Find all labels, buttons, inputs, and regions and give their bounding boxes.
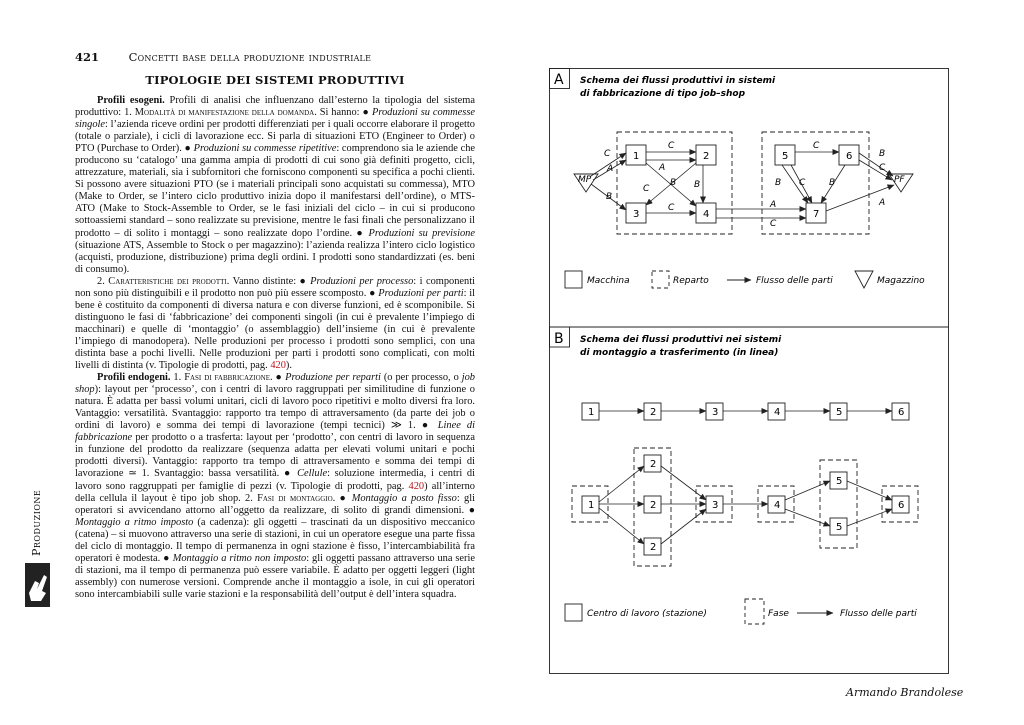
station-label: 2 (650, 542, 657, 553)
text: (situazione ATS, Assemble to Stock o per magazzino): l’azienda realizza l’intero ciclo logistico (acquisti, produzione, distribuzione) prima degli ordini. I prodotti sono standardizzati (es. beni di consumo). (75, 239, 475, 275)
text: per prodotto o a trasferta: layout per ‘prodotto’, con centri di lavoro in sequenza in funzione del prodotto da realizzare (sequenza adatta per elevati volumi unitari e pochi prodotti diversi). Vantaggio: rapporto tra tempo di attraversamento e somma dei tempi di lavorazione ≃ 1. Svantaggio: bassa versatilità. ● (75, 432, 475, 480)
panel-a-title-1: Schema dei flussi produttivi in sistemi (580, 76, 776, 86)
parallel-flow (847, 509, 892, 526)
flow-label: A (659, 163, 666, 173)
parallel-flow (785, 509, 830, 526)
parallel-flow (661, 466, 706, 500)
legend-department-label: Reparto (673, 276, 709, 286)
lead-exogenous: Profili esogeni. (97, 95, 165, 106)
text: ) all’interno della cellula il layout è tipo job shop. 2. (75, 480, 475, 504)
flow-label: B (606, 192, 613, 202)
legend-machine-label: Macchina (587, 276, 630, 286)
flow-label: C (668, 203, 675, 213)
line-station-label: 2 (650, 407, 657, 418)
station-label: 5 (836, 522, 843, 533)
thumb-tab-icon (25, 563, 50, 607)
station-label: 2 (650, 500, 657, 511)
text: . ● (332, 492, 352, 504)
text: Caratteristiche dei prodotti (108, 275, 227, 287)
text: : l’azienda riceve ordini per prodotti differenziati per i quali occorre elaborare il progetto (totale o parziale), i cicli di lavorazione ecc. Si parla di situazioni ETO (Engineer to Order) o PTO (Purchase to Order). ● (75, 119, 475, 155)
flow-label: C (604, 149, 611, 159)
term: Montaggio a ritmo imposto (75, 516, 194, 528)
paragraph-products (75, 276, 475, 372)
panel-b-label: B (554, 331, 564, 347)
text: : comprendono sia le aziende che producono su ‘catalogo’ una gamma ampia di prodotti di cui sono già definiti progetto, cicli, attrezzature, materiali, sia i subfornitori che forniscono componenti su specifica a pochi clienti. Si possono avere situazioni PTO (se i materiali principali sono acquistati su commessa), MTO (Make to Order, se l’intero ciclo produttivo inizia dopo il manifestarsi dell’ordine), o MTS-ATO (Make to Stock-Assemble to Order, se le fasi iniziali del ciclo – in cui si producono sottoassiemi standard – sono realizzate su previsione, mentre le fasi finali che personalizzano il prodotto – di solito i montaggi – sono realizzate dopo l’ordine. ● (75, 143, 476, 239)
legend-warehouse-label: Magazzino (877, 276, 925, 286)
line-station-label: 4 (774, 407, 781, 418)
section-title: TIPOLOGIE DEI SISTEMI PRODUTTIVI (145, 73, 405, 87)
flow-label: C (813, 141, 820, 151)
text: ): layout per ‘processo’, con i centri di lavoro raggruppati per similitudine di funzione o natura. È adatta per bassi volumi unitari, cicli di lavoro poco ripetitivi e molto diversi fra loro. Vantaggio: versatilità. Svantaggio: rapporto tra tempo di attraversamento (da parte dei job o ordini di lavoro) e somma dei tempi di lavorazione (tempi tecnici) ≫ 1. ● (75, 384, 475, 432)
text: (o per processo, o (380, 372, 462, 384)
line-station-label: 6 (898, 407, 905, 418)
text: Fasi di fabbricazione (184, 372, 271, 384)
term: job shop (75, 372, 475, 396)
page-number: 421 (75, 50, 100, 64)
machine-3-label: 3 (633, 209, 640, 220)
flow-label: B (694, 180, 701, 190)
term: Linee di fabbricazione (75, 420, 475, 444)
term: Produzioni per parti (378, 287, 464, 299)
machine-4-label: 4 (703, 209, 710, 220)
term: Montaggio a posto fisso (351, 492, 457, 504)
text: : gli operatori si avvicendano attorno all’oggetto da realizzare, di solito di grandi dimensioni. ● (75, 492, 475, 516)
legend-flow-b-label: Flusso delle parti (840, 609, 917, 619)
machine-5-label: 5 (782, 151, 789, 162)
machine-6-label: 6 (846, 151, 853, 162)
flow-label: C (770, 219, 777, 229)
station-label: 3 (712, 500, 719, 511)
figure (549, 68, 949, 674)
lead-endogenous: Profili endogeni. (97, 372, 171, 384)
flow-label: A (879, 198, 886, 208)
panel-a-label: A (554, 72, 564, 88)
legend-phase-swatch (745, 599, 764, 624)
flow-label: C (643, 184, 650, 194)
footer-author: Armando Brandolese (846, 686, 964, 699)
text: : i componenti non sono più distinguibili e il prodotto non può più essere scomposto. ● (75, 275, 476, 299)
parallel-flow (785, 481, 830, 500)
text: 1. (170, 372, 185, 384)
paragraph-exogenous (75, 95, 475, 276)
text: : il bene è costituito da componenti di diversa natura e con diverse funzioni, ed è scomponibile. Si distinguono le fasi di ‘fabbricazione’ dei componenti singoli (in cui è prevalente l’impiego di macchinari) e quelle di ‘montaggio’ (o assemblaggio) dell’insieme (in cui è prevalente l’impiego di manodopera). Nelle produzioni per processo i prodotti sono semplici, con una distinta base a pochi livelli. Nelle produzioni per parti i prodotti sono complicati, con molti livelli di distinta (v. Tipologie di prodotti, pag. (75, 287, 475, 372)
station-label: 4 (774, 500, 781, 511)
source-label: MP (578, 175, 592, 185)
term: Cellule (297, 468, 328, 480)
legend-flow-label: Flusso delle parti (756, 276, 833, 286)
legend-warehouse-swatch (855, 271, 873, 288)
text: 2. (97, 275, 109, 287)
legend-station-swatch (565, 604, 582, 621)
parallel-flow (599, 466, 644, 502)
flow-label: B (670, 178, 677, 188)
page-link[interactable]: 420 (408, 480, 425, 492)
term: Produzioni su commesse ripetitive (193, 143, 337, 155)
flow-label: B (829, 178, 836, 188)
term: Produzioni per processo (310, 275, 414, 287)
body-text (75, 95, 475, 601)
page-header (75, 50, 371, 64)
flow-label: B (879, 149, 886, 159)
text: : soluzione intermedia, i centri di lavoro sono raggruppati per famiglie di pezzi (v. Tipologie di prodotti, pag. (75, 468, 475, 492)
text: Fasi di montaggio (257, 492, 333, 504)
hand-icon (25, 563, 50, 607)
station-label: 5 (836, 476, 843, 487)
flow-label: A (607, 164, 614, 174)
term: Produzione per reparti (285, 372, 381, 384)
paragraph-endogenous (75, 372, 475, 601)
parallel-flow (661, 509, 706, 544)
sink-label: PF (894, 175, 905, 185)
station-label: 1 (588, 500, 595, 511)
panel-b-title-1: Schema dei flussi produttivi nei sistemi (580, 335, 782, 345)
flow-label: C (799, 178, 806, 188)
page-link[interactable]: 420 (270, 360, 286, 372)
parallel-flow (599, 508, 644, 544)
running-title: Concetti base della produzione industriale (128, 50, 372, 64)
text: . ● (270, 372, 286, 384)
text: . Si hanno: ● (314, 107, 372, 119)
text: (a cadenza): gli oggetti – trascinati da un dispositivo meccanico (catena) – si muovono attraverso una serie di stazioni, in cui un operatore esegue una parte fissa del ciclo di montaggio. Il tempo di permanenza in ogni stazione è fisso, l’intercambiabilità fra operatori è modesta. ● (75, 516, 475, 564)
machine-2-label: 2 (703, 151, 710, 162)
flow-6-pfb (859, 160, 892, 180)
term: Montaggio a ritmo non imposto (172, 552, 307, 564)
machine-1-label: 1 (633, 151, 640, 162)
figure-border (550, 69, 949, 674)
panel-b-title-2: di montaggio a trasferimento (in linea) (580, 348, 779, 358)
text: Profili di analisi che influenzano dall’esterno la tipologia del sistema produttivo: 1. M (75, 95, 475, 119)
legend-machine-swatch (565, 271, 582, 288)
line-station-label: 1 (588, 407, 595, 418)
line-station-label: 3 (712, 407, 719, 418)
flow-label: C (668, 141, 675, 151)
legend-phase-label: Fase (768, 609, 789, 619)
machine-7-label: 7 (813, 209, 820, 220)
panel-a-title-2: di fabbricazione di tipo job–shop (580, 89, 746, 99)
line-station-label: 5 (836, 407, 843, 418)
term: Produzioni su commesse singole (75, 107, 475, 131)
flow-6-pf (859, 153, 893, 176)
station-label: 6 (898, 500, 905, 511)
parallel-flow (847, 481, 892, 500)
text: . Vanno distinte: ● (226, 275, 311, 287)
flow-label: A (770, 200, 777, 210)
side-label: Produzione (30, 489, 43, 556)
text: odalità di manifestazione della domanda (144, 107, 315, 119)
term: Produzioni su previsione (368, 227, 475, 239)
legend-department-swatch (652, 271, 669, 288)
station-label: 2 (650, 459, 657, 470)
flow-label: B (775, 178, 782, 188)
flow-diagram (549, 68, 949, 674)
text: : gli oggetti passano attraverso una serie di stazioni, ma il tempo di permanenza può essere variabile. È adatto per oggetti leggeri (light assembly) con numerose versioni. Comprende anche il montaggio a isole, in cui gli operatori sono intercambiabili sulle varie stazioni e la responsabilità dell’output è dell’intera squadra. (75, 552, 475, 600)
flow-label: C (879, 163, 886, 173)
legend-station-label: Centro di lavoro (stazione) (587, 609, 707, 619)
text: ). (285, 360, 292, 372)
